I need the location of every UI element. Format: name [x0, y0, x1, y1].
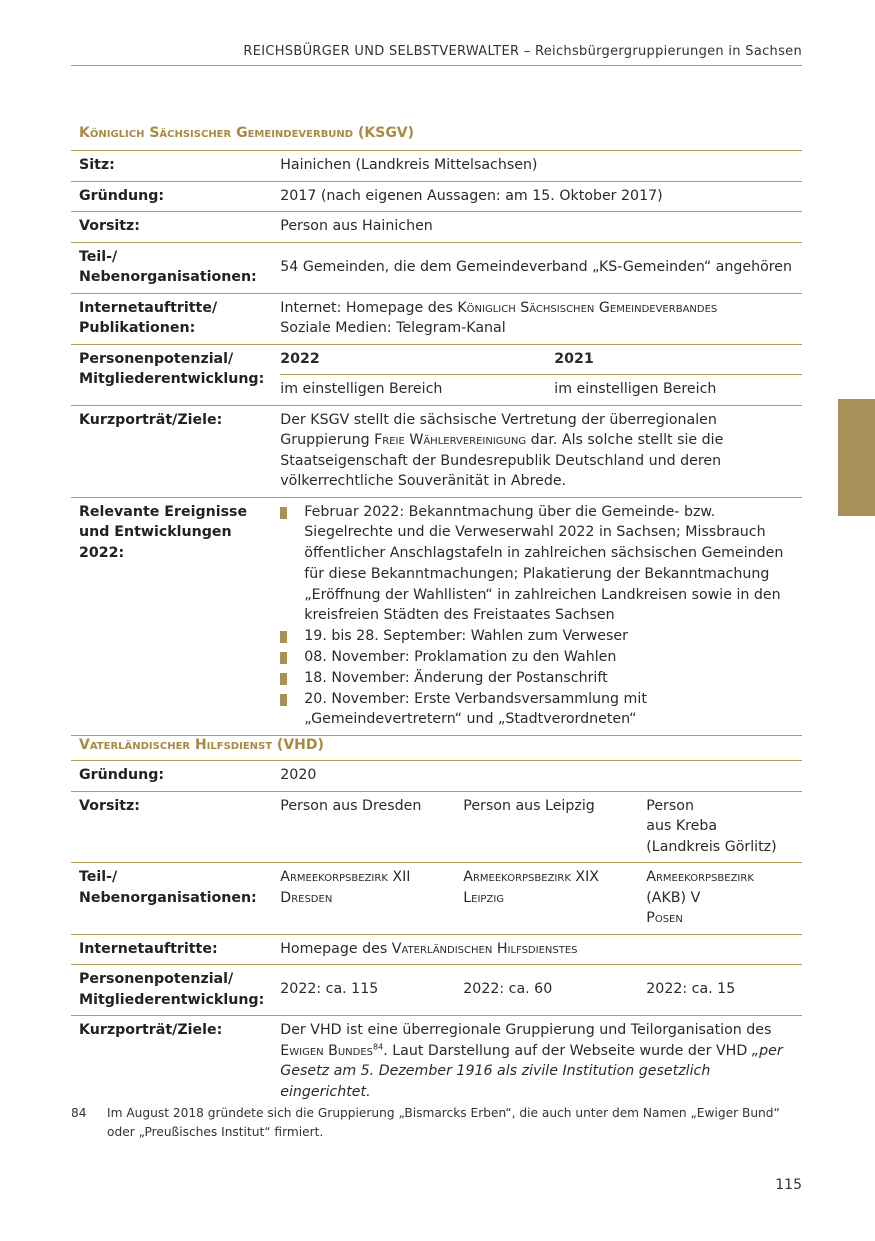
vhd-vorsitz-3-line2: aus Kreba	[646, 818, 718, 834]
ksgv-internet-label	[71, 293, 272, 344]
vhd-vorsitz-1: Person aus Dresden	[272, 791, 455, 863]
ksgv-kurz-label: Kurzporträt/Ziele:	[71, 405, 272, 497]
list-item: 20. November: Erste Verbandsversammlung mit „Gemeindevertretern“ und „Stadtverordneten“	[280, 689, 794, 731]
ksgv-section-title	[79, 125, 414, 141]
vhd-gruendung-label: Gründung:	[71, 761, 272, 792]
vhd-kurz-part1: Der VHD ist eine überregionale Gruppierung und Teilorganisation des	[280, 1022, 772, 1038]
ksgv-events-label-3: 2022:	[79, 544, 125, 561]
vhd-teil-2-city: Leipzig	[463, 889, 505, 906]
vhd-personen-label	[71, 965, 272, 1016]
vhd-personen-3: 2022: ca. 15	[638, 965, 802, 1016]
ksgv-events-label	[71, 497, 272, 736]
ksgv-row-events	[71, 497, 802, 736]
ksgv-internet-label-2: Publikationen:	[79, 320, 196, 336]
ksgv-row-teil	[71, 242, 802, 293]
vhd-kurz-part2: . Laut Darstellung auf der Webseite wurde der VHD	[383, 1042, 752, 1059]
ksgv-title-name: Königlich Sächsischer Gemeindeverbund	[79, 125, 354, 141]
ksgv-value-1: im einstelligen Bereich	[280, 381, 443, 397]
vhd-row-internet	[71, 934, 802, 965]
ksgv-internet-org: Königlich Sächsischen Gemeindeverbandes	[457, 299, 718, 316]
ksgv-kurz-org: Freie Wählervereinigung	[374, 432, 527, 448]
ksgv-kurz-part2: dar. Als solche stellt sie die Staatseigenschaft der Bundesrepublik Deutschland und deren völkerrechtliche Souveränität in Abrede.	[280, 432, 724, 489]
ksgv-teil-value: 54 Gemeinden, die dem Gemeindeverband „KS-Gemeinden“ angehören	[272, 242, 802, 293]
ksgv-events-label-1: Relevante Ereignisse	[79, 503, 248, 520]
ksgv-events-cell	[272, 497, 802, 736]
list-item: 08. November: Proklamation zu den Wahlen	[280, 647, 794, 668]
vhd-internet-org: Vaterländischen Hilfsdienstes	[391, 940, 578, 957]
ksgv-personen-years	[280, 345, 802, 375]
ksgv-gruendung-value: 2017 (nach eigenen Aussagen: am 15. Oktober 2017)	[272, 181, 802, 212]
vhd-internet-prefix: Homepage des	[280, 940, 392, 957]
vhd-personen-label-1: Personenpotenzial/	[79, 971, 234, 987]
ksgv-events-list	[280, 502, 794, 731]
vhd-teil-1-num: XII	[387, 869, 411, 885]
vhd-table	[71, 760, 802, 1112]
vhd-teil-label-2: Nebenorganisationen:	[79, 889, 257, 906]
ksgv-events-label-2: und Entwicklungen	[79, 524, 232, 540]
ksgv-personen-values	[280, 375, 802, 405]
ksgv-row-gruendung	[71, 181, 802, 212]
ksgv-personen-subtable	[280, 345, 802, 405]
vhd-section-title	[79, 737, 324, 753]
vhd-vorsitz-3	[638, 791, 802, 863]
ksgv-vorsitz-label: Vorsitz:	[71, 212, 272, 243]
vhd-vorsitz-2: Person aus Leipzig	[455, 791, 638, 863]
footnote	[71, 1104, 802, 1142]
chapter-side-tab	[838, 399, 875, 516]
vhd-kurz-org: Ewigen Bundes	[280, 1042, 374, 1059]
vhd-teil-label-1: Teil-/	[79, 869, 118, 885]
vhd-row-vorsitz	[71, 791, 802, 863]
vhd-teil-3	[638, 863, 802, 935]
running-head: REICHSBÜRGER UND SELBSTVERWALTER – Reichsbürgergruppierungen in Sachsen	[71, 44, 802, 66]
vhd-row-kurz	[71, 1016, 802, 1113]
ksgv-year-1: 2022	[280, 345, 554, 375]
ksgv-teil-label-1: Teil-/	[79, 248, 118, 265]
footnote-reference[interactable]: 84	[373, 1041, 384, 1051]
ksgv-sitz-value: Hainichen (Landkreis Mittelsachsen)	[272, 151, 802, 182]
footnote-number: 84	[71, 1106, 87, 1120]
vhd-teil-1	[272, 863, 455, 935]
vhd-internet-label: Internetauftritte:	[71, 934, 272, 965]
vhd-vorsitz-label: Vorsitz:	[71, 791, 272, 863]
vhd-kurz-label: Kurzporträt/Ziele:	[71, 1016, 272, 1113]
vhd-row-teil	[71, 863, 802, 935]
ksgv-value-2: im einstelligen Bereich	[554, 381, 717, 397]
vhd-gruendung-value: 2020	[272, 761, 802, 792]
ksgv-year-2: 2021	[554, 345, 802, 375]
list-item: 19. bis 28. September: Wahlen zum Verweser	[280, 626, 794, 647]
ksgv-personen-label-2: Mitgliederentwicklung:	[79, 371, 265, 387]
vhd-teil-2-sc: Armeekorpsbezirk	[463, 869, 571, 885]
footnote-text: Im August 2018 gründete sich die Gruppierung „Bismarcks Erben“, die auch unter dem Namen „Ewiger Bund“ oder „Preußisches Institut“ firmiert.	[107, 1106, 780, 1139]
ksgv-gruendung-label: Gründung:	[71, 181, 272, 212]
vhd-row-gruendung	[71, 761, 802, 792]
ksgv-vorsitz-value: Person aus Hainichen	[272, 212, 802, 243]
vhd-teil-2	[455, 863, 638, 935]
vhd-kurz-quote: „per Gesetz am 5. Dezember 1916 als zivile Institution gesetzlich eingerichtet.	[280, 1042, 783, 1100]
vhd-title-abbr: (VHD)	[272, 737, 324, 753]
ksgv-row-vorsitz	[71, 212, 802, 243]
vhd-row-personen	[71, 965, 802, 1016]
ksgv-personen-label-1: Personenpotenzial/	[79, 350, 234, 367]
vhd-teil-3-num: (AKB) V	[646, 889, 701, 906]
vhd-teil-1-city: Dresden	[280, 889, 333, 906]
vhd-personen-2: 2022: ca. 60	[455, 965, 638, 1016]
vhd-personen-label-2: Mitgliederentwicklung:	[79, 991, 265, 1008]
ksgv-internet-label-1: Internetauftritte/	[79, 299, 218, 316]
page-number: 115	[775, 1177, 802, 1193]
ksgv-row-kurz	[71, 405, 802, 497]
ksgv-kurz-part1: Der KSGV stellt die sächsische Vertretung der überregionalen Gruppierung	[280, 411, 717, 448]
ksgv-title-abbr: (KSGV)	[353, 125, 415, 141]
vhd-teil-3-city: Posen	[646, 910, 683, 926]
ksgv-personen-label	[71, 344, 272, 405]
ksgv-internet-prefix: Internet: Homepage des	[280, 299, 458, 316]
ksgv-internet-social: Soziale Medien: Telegram-Kanal	[280, 320, 506, 336]
vhd-internet-value	[272, 934, 802, 965]
ksgv-kurz-value	[272, 405, 802, 497]
ksgv-row-sitz	[71, 151, 802, 182]
ksgv-personen-cell	[272, 344, 802, 405]
vhd-kurz-value	[272, 1016, 802, 1113]
ksgv-row-internet	[71, 293, 802, 344]
vhd-vorsitz-3-line1: Person	[646, 797, 694, 814]
ksgv-row-personen	[71, 344, 802, 405]
list-item: Februar 2022: Bekanntmachung über die Gemeinde- bzw. Siegelrechte und die Verweserwahl 2022 in Sachsen; Missbrauch öffentlicher Anschlagstafeln in zahlreichen sächsischen Gemeinden für diese Bekanntmachungen; Plakatierung der Bekanntmachung „Eröffnung der Wahllisten“ in zahlreichen Landkreisen sowie in den kreisfreien Städten des Freistaates Sachsen	[280, 502, 794, 627]
vhd-teil-1-sc: Armeekorpsbezirk	[280, 869, 388, 885]
list-item: 18. November: Änderung der Postanschrift	[280, 668, 794, 689]
vhd-vorsitz-3-line3: (Landkreis Görlitz)	[646, 838, 777, 855]
ksgv-table	[71, 150, 802, 736]
ksgv-internet-value	[272, 293, 802, 344]
vhd-title-name: Vaterländischer Hilfsdienst	[79, 737, 273, 753]
ksgv-teil-label	[71, 242, 272, 293]
vhd-teil-2-num: XIX	[570, 869, 600, 885]
ksgv-teil-label-2: Nebenorganisationen:	[79, 269, 257, 285]
vhd-teil-3-sc: Armeekorpsbezirk	[646, 869, 754, 885]
ksgv-sitz-label: Sitz:	[71, 151, 272, 182]
vhd-personen-1: 2022: ca. 115	[272, 965, 455, 1016]
vhd-teil-label	[71, 863, 272, 935]
